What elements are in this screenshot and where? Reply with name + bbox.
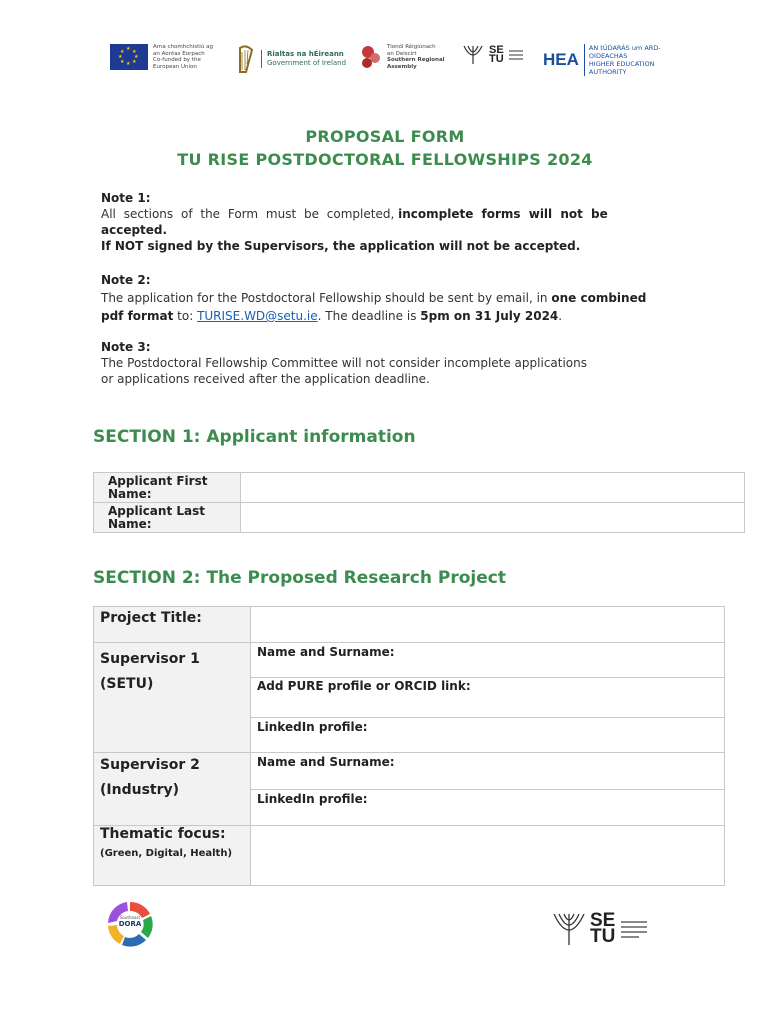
supervisor-2-label: [94, 753, 251, 826]
harp-icon: [236, 44, 256, 74]
supervisor-2-name-field[interactable]: Name and Surname:: [251, 753, 725, 790]
project-title-field[interactable]: [251, 607, 725, 643]
table-row: [94, 753, 725, 790]
header-logos: [110, 44, 680, 84]
eu-logo: [110, 44, 213, 70]
hea-logo: [543, 44, 680, 76]
table-row: [94, 503, 745, 533]
page-subtitle: TU RISE POSTDOCTORAL FELLOWSHIPS 2024: [177, 150, 593, 169]
eu-text-4: European Union: [153, 63, 197, 70]
note-2-text-d: . The deadline is: [317, 309, 417, 323]
eu-text-1: Arna chomhchistiú ag: [153, 44, 213, 50]
section-1-heading: SECTION 1: Applicant information: [93, 427, 416, 447]
supervisor-1-orcid-field[interactable]: Add PURE profile or ORCID link:: [251, 678, 725, 718]
note-1-text-a: All sections of the Form must be completed,: [101, 207, 395, 221]
eu-flag-icon: ★ ★ ★ ★ ★ ★ ★ ★: [110, 44, 148, 70]
email-link[interactable]: TURISE.WD@setu.ie: [197, 309, 318, 323]
note-1: [101, 190, 656, 254]
hea-mark: HEA: [543, 50, 579, 69]
section-2-heading: SECTION 2: The Proposed Research Project: [93, 568, 506, 588]
southern-regional-assembly-logo: [360, 44, 445, 70]
table-row: [94, 473, 745, 503]
supervisor-2-label-a: Supervisor 2: [100, 757, 200, 773]
supervisor-1-linkedin-field[interactable]: LinkedIn profile:: [251, 718, 725, 753]
note-3: [101, 339, 656, 387]
thematic-focus-label: [94, 826, 251, 886]
setu-header-logo: [462, 44, 523, 66]
sra-text-1: Tionól Réigiúnach: [387, 44, 436, 50]
gov-text-2: Government of Ireland: [267, 59, 347, 67]
setu-fan-icon: [552, 912, 586, 946]
note-2: [101, 271, 656, 325]
first-name-label: Applicant First Name:: [94, 473, 241, 503]
supervisor-2-linkedin-field[interactable]: LinkedIn profile:: [251, 790, 725, 826]
setu-footer-tu: TU: [590, 926, 616, 947]
note-3-heading: Note 3:: [101, 340, 151, 354]
eu-text-2: an Aontas Eorpach: [153, 50, 205, 57]
gov-text-1: Rialtas na hÉireann: [267, 50, 344, 58]
note-2-text-e: .: [558, 309, 563, 323]
supervisor-2-label-b: (Industry): [100, 782, 180, 798]
dora-text-1: Southeast: [119, 915, 141, 920]
page-title: PROPOSAL FORM: [305, 127, 465, 146]
thematic-focus-label-main: Thematic focus:: [100, 826, 226, 842]
hea-text-2: HIGHER EDUCATION AUTHORITY: [588, 60, 655, 76]
sra-icon: [360, 44, 382, 70]
note-2-text-a: The application for the Postdoctoral Fellowship should be sent by email, in: [101, 291, 548, 305]
last-name-field[interactable]: [241, 503, 745, 533]
note-1-text-b: incomplete forms will not be accepted.: [101, 207, 608, 237]
supervisor-1-label-b: (SETU): [100, 676, 154, 692]
table-row: [94, 643, 725, 678]
project-title-label: Project Title:: [94, 607, 251, 643]
government-logo: [236, 44, 346, 74]
dora-logo: [104, 900, 156, 948]
supervisor-1-name-field[interactable]: Name and Surname:: [251, 643, 725, 678]
supervisor-1-label: [94, 643, 251, 753]
first-name-field[interactable]: [241, 473, 745, 503]
sra-text-3: Southern Regional: [387, 57, 445, 63]
sra-text-2: an Deiscirt: [387, 50, 417, 57]
table-row: [94, 826, 725, 886]
deadline: 5pm on 31 July 2024: [420, 309, 559, 323]
setu-fan-icon: [462, 44, 484, 66]
note-3-line-1: The Postdoctoral Fellowship Committee will not consider incomplete applications: [101, 356, 588, 370]
note-2-heading: Note 2:: [101, 273, 151, 287]
setu-footer-se: SE: [590, 909, 616, 931]
note-1-heading: Note 1:: [101, 191, 151, 205]
note-2-text-c: to:: [177, 309, 194, 323]
table-row: [94, 607, 725, 643]
note-1-text-c: If NOT signed by the Supervisors, the application will not be accepted.: [101, 239, 581, 253]
supervisor-1-label-a: Supervisor 1: [100, 651, 200, 667]
dora-text-2: DORA: [118, 920, 142, 928]
hea-text-1: AN tÚDARÁS um ARD-OIDEACHAS: [588, 44, 661, 60]
note-3-line-2: or applications received after the application deadline.: [101, 372, 430, 386]
setu-footer-logo: [552, 909, 647, 947]
last-name-label: Applicant Last Name:: [94, 503, 241, 533]
note-2-text-b: one combined pdf format: [101, 291, 647, 323]
setu-header-se: SE: [489, 43, 504, 56]
project-table: [93, 606, 725, 886]
applicant-table: [93, 472, 745, 533]
thematic-focus-field[interactable]: [251, 826, 725, 886]
setu-header-tu: TU: [489, 53, 504, 65]
thematic-focus-sub: (Green, Digital, Health): [100, 848, 233, 859]
sra-text-4: Assembly: [387, 63, 417, 70]
eu-text-3: Co-funded by the: [153, 57, 201, 63]
